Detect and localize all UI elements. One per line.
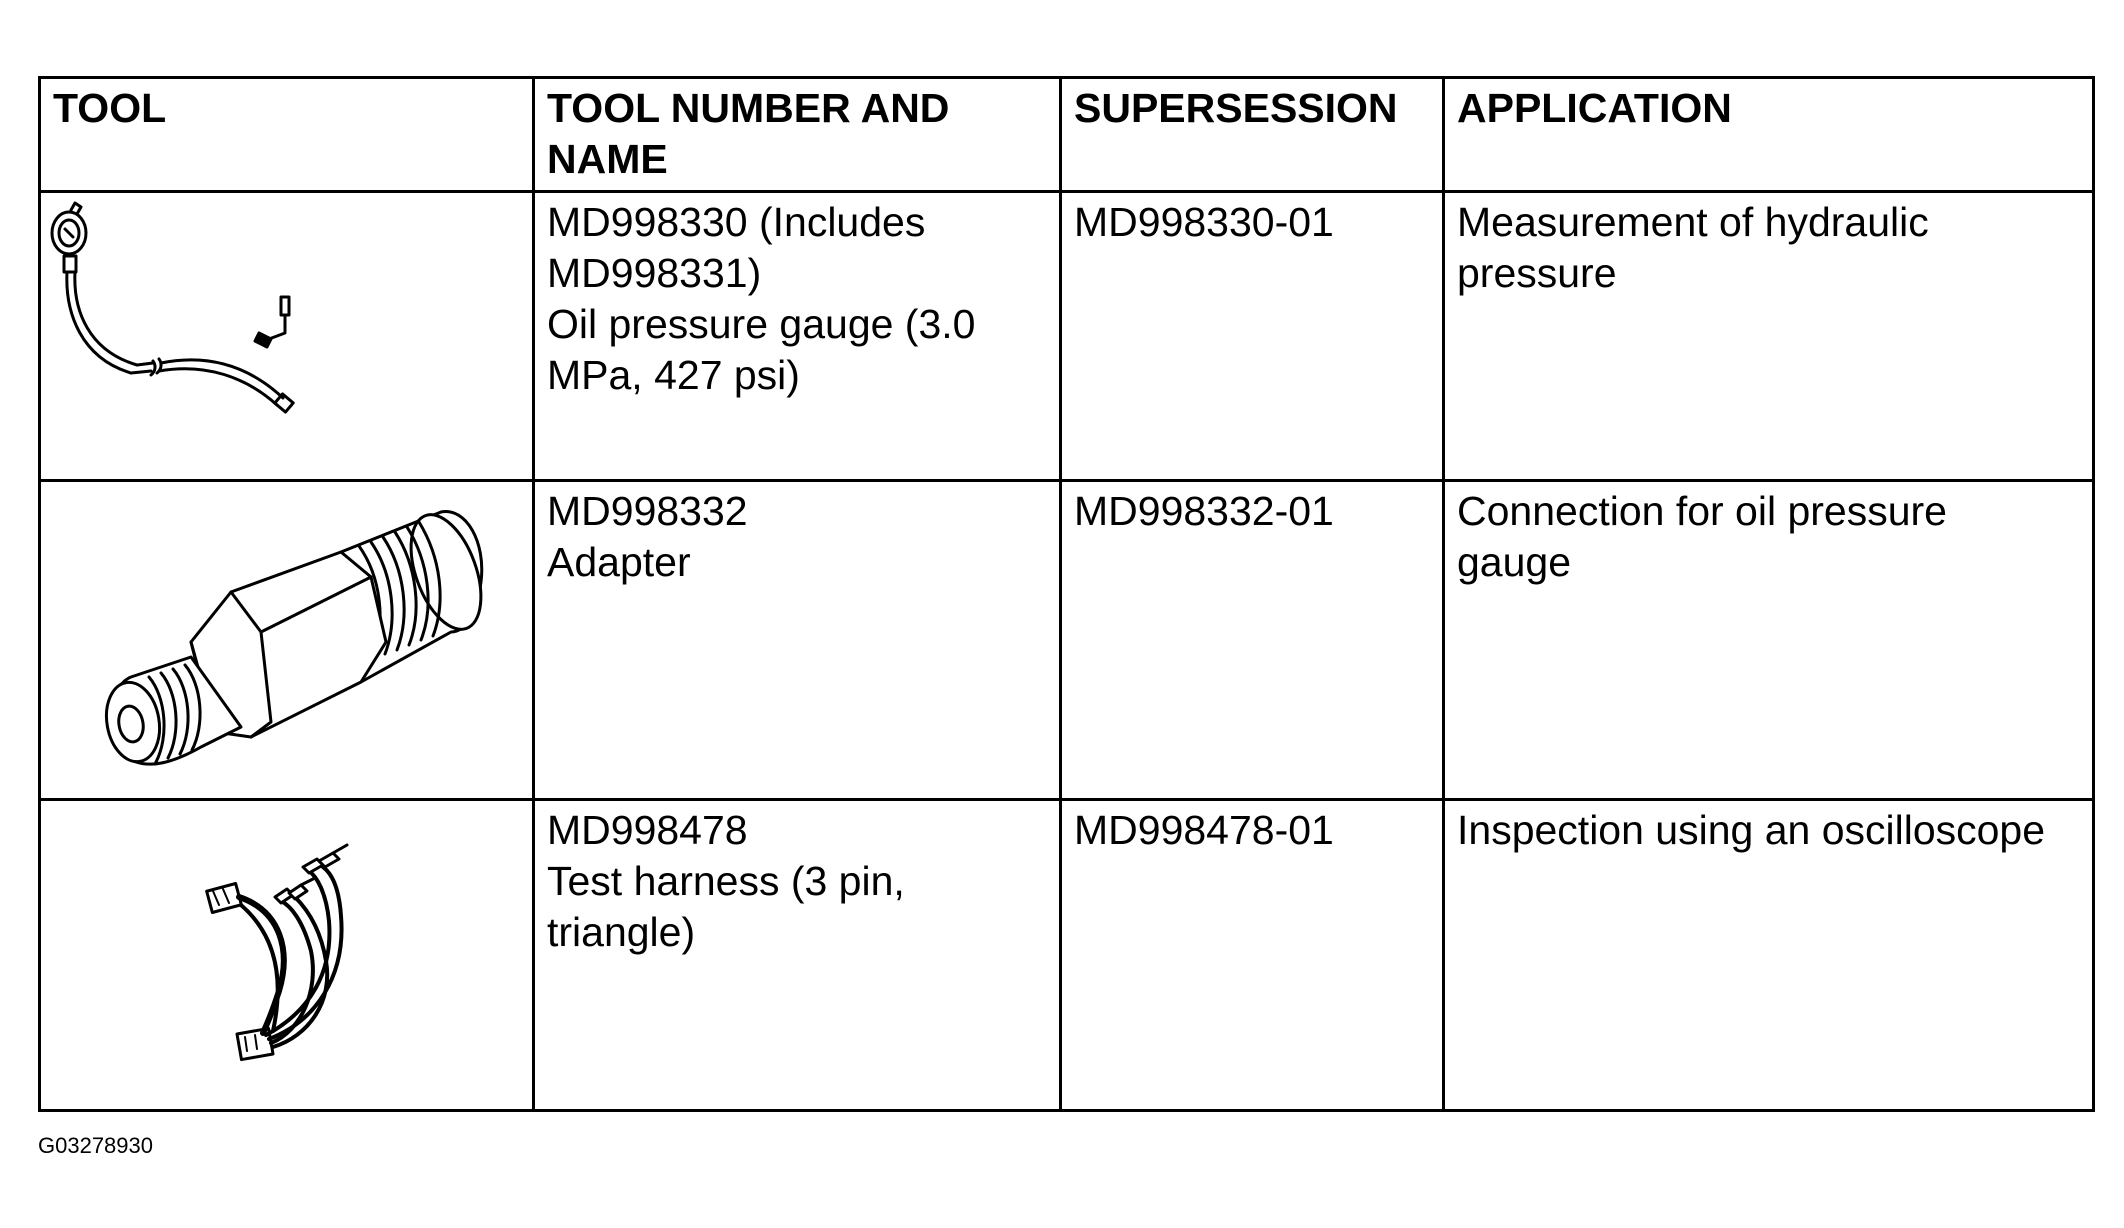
tool-number-line: MD998331) <box>547 249 762 296</box>
figure-code: G03278930 <box>38 1133 153 1158</box>
application-cell <box>1444 799 2094 1110</box>
tool-image-cell <box>40 480 534 799</box>
tool-number-line: MD998330 (Includes <box>547 198 926 245</box>
header-row <box>40 78 2094 192</box>
header-application: APPLICATION <box>1444 78 2094 192</box>
tool-name-line: MPa, 427 psi) <box>547 351 800 398</box>
header-supersession: SUPERSESSION <box>1061 78 1444 192</box>
header-tool-number-line1: TOOL NUMBER AND <box>547 85 950 131</box>
tool-number-cell <box>534 480 1061 799</box>
application-cell <box>1444 191 2094 480</box>
supersession-cell: MD998478-01 <box>1061 799 1444 1110</box>
supersession-cell: MD998330-01 <box>1061 191 1444 480</box>
application-line: pressure <box>1457 249 1617 296</box>
tool-number-cell <box>534 799 1061 1110</box>
tool-image-cell <box>40 799 534 1110</box>
adapter-icon <box>41 482 534 798</box>
tool-image-cell <box>40 191 534 480</box>
header-tool-number-line2: NAME <box>547 136 668 182</box>
application-line: Inspection using an oscilloscope <box>1457 806 2046 853</box>
tool-number-line: MD998478 <box>547 806 748 853</box>
special-tools-table <box>38 76 2095 1112</box>
table-row <box>40 799 2094 1110</box>
oil-pressure-gauge-icon <box>41 193 534 479</box>
application-cell <box>1444 480 2094 799</box>
header-tool-number-and-name <box>534 78 1061 192</box>
test-harness-icon <box>41 801 534 1109</box>
tool-name-line: Test harness (3 pin, <box>547 857 905 904</box>
table-row <box>40 191 2094 480</box>
tool-name-line: Oil pressure gauge (3.0 <box>547 300 976 347</box>
tool-number-cell <box>534 191 1061 480</box>
application-line: Measurement of hydraulic <box>1457 198 1929 245</box>
tool-number-line: MD998332 <box>547 487 748 534</box>
supersession-cell: MD998332-01 <box>1061 480 1444 799</box>
application-line: Connection for oil pressure <box>1457 487 1947 534</box>
header-tool: TOOL <box>40 78 534 192</box>
tool-name-line: triangle) <box>547 908 696 955</box>
application-line: gauge <box>1457 538 1572 585</box>
table-row <box>40 480 2094 799</box>
tool-name-line: Adapter <box>547 538 691 585</box>
